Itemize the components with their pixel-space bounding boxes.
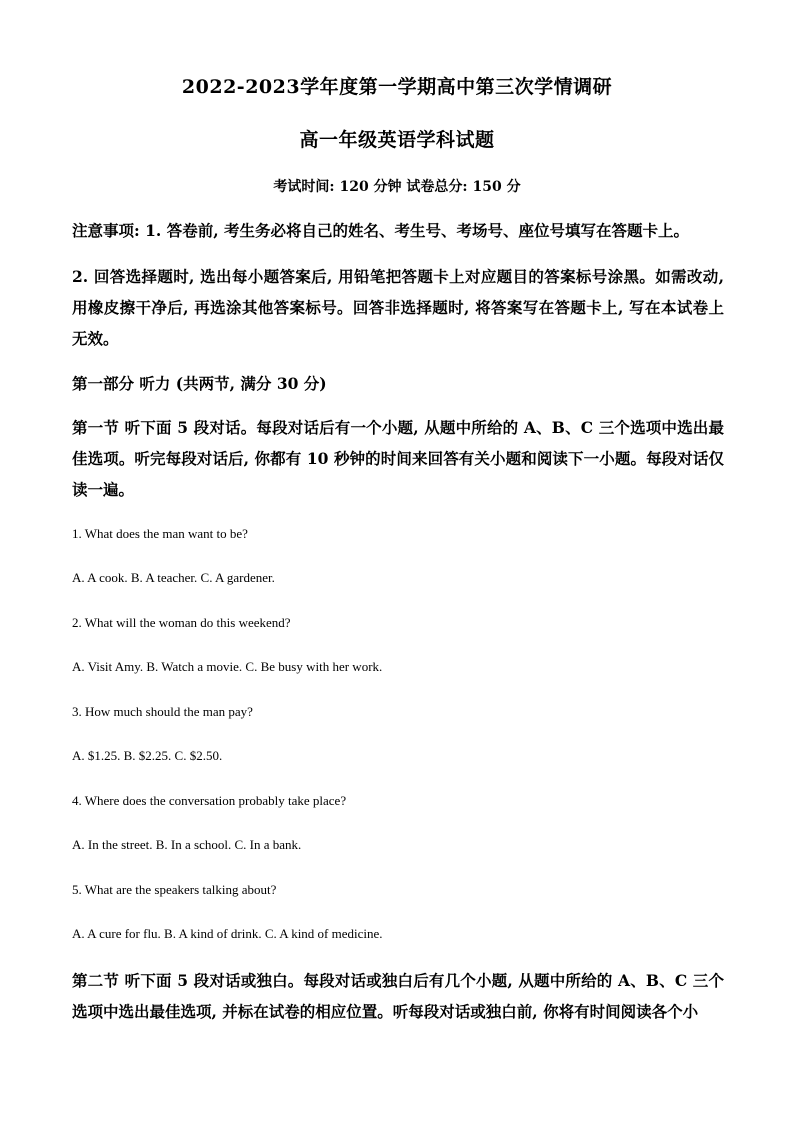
question-5-options: A. A cure for flu. B. A kind of drink. C. A kind of medicine. (72, 926, 383, 941)
exam-main-title: 2022-2023学年度第一学期高中第三次学情调研 (181, 76, 613, 98)
exam-time-and-score: 考试时间: 120 分钟 试卷总分: 150 分 (273, 179, 521, 195)
question-1: 1. What does the man want to be? (72, 526, 248, 541)
notes-item-2: 2. 回答选择题时, 选出每小题答案后, 用铅笔把答题卡上对应题目的答案标号涂黑。如需改动, 用橡皮擦干净后, 再选涂其他答案标号。回答非选择题时, 将答案写在答题卡上, 写在本试卷上无效。 (72, 267, 724, 348)
question-1-options: A. A cook. B. A teacher. C. A gardener. (72, 570, 275, 585)
notes-item-1: 注意事项: 1. 答卷前, 考生务必将自己的姓名、考生号、考场号、座位号填写在答题卡上。 (72, 221, 689, 240)
question-5: 5. What are the speakers talking about? (72, 882, 277, 897)
exam-subject-title: 高一年级英语学科试题 (299, 129, 495, 151)
section1-instructions: 第一节 听下面 5 段对话。每段对话后有一个小题, 从题中所给的 A、B、C 三个选项中选出最佳选项。听完每段对话后, 你都有 10 秒钟的时间来回答有关小题和阅读下一小题。每段对话仅读一遍。 (72, 418, 724, 499)
question-4: 4. Where does the conversation probably take place? (72, 793, 347, 808)
question-4-options: A. In the street. B. In a school. C. In a bank. (72, 837, 302, 852)
part1-heading: 第一部分 听力 (共两节, 满分 30 分) (72, 374, 327, 393)
question-3-options: A. $1.25. B. $2.25. C. $2.50. (72, 748, 223, 763)
question-2: 2. What will the woman do this weekend? (72, 615, 291, 630)
question-2-options: A. Visit Amy. B. Watch a movie. C. Be busy with her work. (72, 659, 383, 674)
section2-instructions: 第二节 听下面 5 段对话或独白。每段对话或独白后有几个小题, 从题中所给的 A、B、C 三个选项中选出最佳选项, 并标在试卷的相应位置。听每段对话或独白前, 你将有时间阅读各个小 (72, 971, 724, 1021)
question-3: 3. How much should the man pay? (72, 704, 253, 719)
